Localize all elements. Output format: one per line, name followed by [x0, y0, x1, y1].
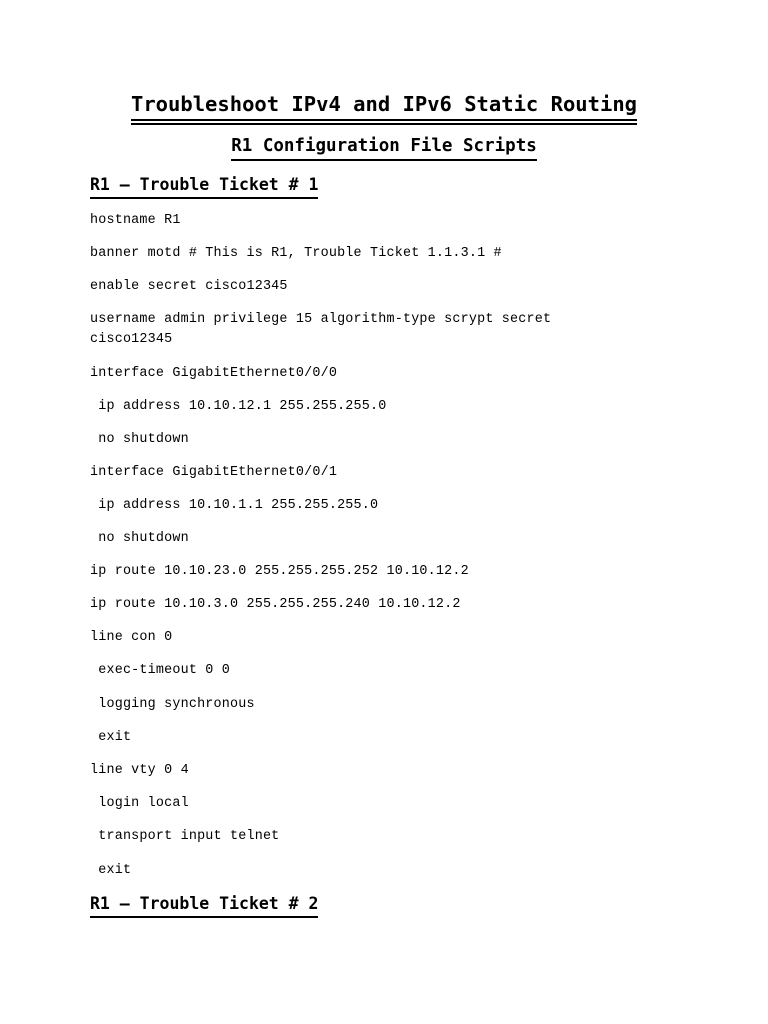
config-line: hostname R1 — [90, 213, 181, 228]
document-title-text: Troubleshoot IPv4 and IPv6 Static Routing — [131, 90, 637, 121]
config-line: banner motd # This is R1, Trouble Ticket 1.1.3.1 # — [90, 246, 502, 261]
config-line: no shutdown — [90, 432, 189, 447]
config-line: logging synchronous — [90, 697, 255, 712]
document-title — [0, 90, 768, 121]
config-line: line con 0 — [90, 630, 173, 645]
ticket-1-heading — [90, 174, 318, 199]
config-line: ip route 10.10.3.0 255.255.255.240 10.10.12.2 — [90, 597, 461, 612]
config-line: ip address 10.10.12.1 255.255.255.0 — [90, 399, 387, 414]
config-line: cisco12345 — [90, 332, 173, 347]
config-line: ip route 10.10.23.0 255.255.255.252 10.10.12.2 — [90, 564, 469, 579]
config-line: exec-timeout 0 0 — [90, 663, 231, 678]
config-line: interface GigabitEthernet0/0/0 — [90, 366, 338, 381]
ticket-1-heading-text: R1 – Trouble Ticket # 1 — [90, 174, 318, 199]
config-line: interface GigabitEthernet0/0/1 — [90, 465, 338, 480]
config-line: transport input telnet — [90, 829, 280, 844]
config-line: ip address 10.10.1.1 255.255.255.0 — [90, 498, 379, 513]
config-line: exit — [90, 730, 132, 745]
config-line: enable secret cisco12345 — [90, 279, 288, 294]
ticket-2-heading-text: R1 – Trouble Ticket # 2 — [90, 893, 318, 918]
document-subtitle-text: R1 Configuration File Scripts — [231, 134, 537, 161]
config-line: username admin privilege 15 algorithm-type scrypt secret — [90, 312, 552, 327]
ticket-2-heading — [90, 893, 318, 918]
document-subtitle — [0, 134, 768, 161]
config-line: login local — [90, 796, 189, 811]
config-line: exit — [90, 863, 132, 878]
config-line: no shutdown — [90, 531, 189, 546]
config-line: line vty 0 4 — [90, 763, 189, 778]
